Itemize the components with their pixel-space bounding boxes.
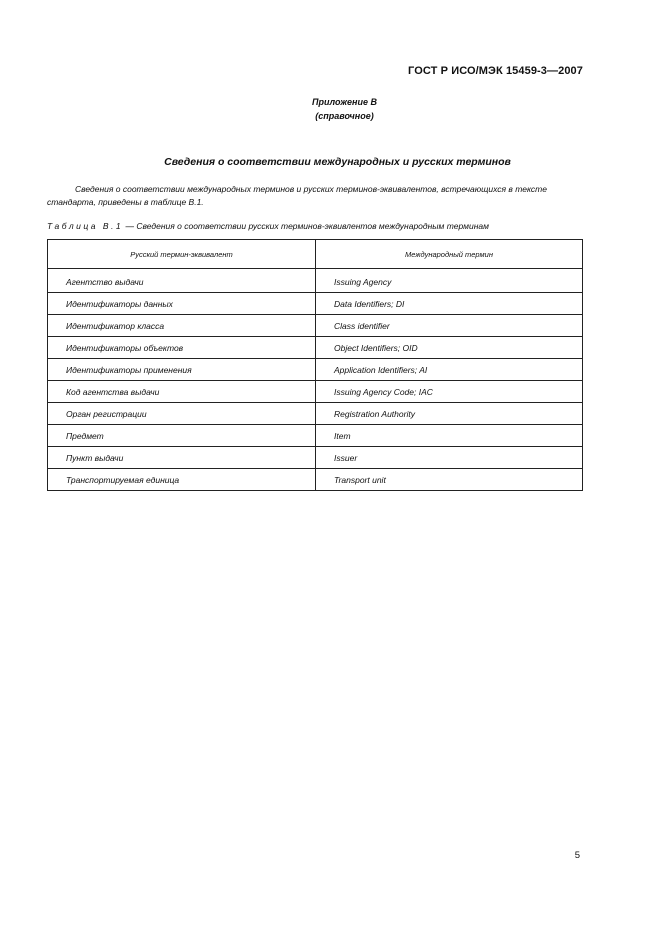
international-term: Issuer <box>316 447 583 469</box>
table-row <box>48 447 583 469</box>
russian-term: Транспортируемая единица <box>48 469 316 491</box>
table-row <box>48 315 583 337</box>
international-term: Transport unit <box>316 469 583 491</box>
russian-term: Идентификаторы объектов <box>48 337 316 359</box>
table-row <box>48 403 583 425</box>
russian-term: Код агентства выдачи <box>48 381 316 403</box>
table-row <box>48 293 583 315</box>
table-row <box>48 425 583 447</box>
terms-table <box>47 239 583 491</box>
international-term: Application Identifiers; AI <box>316 359 583 381</box>
international-term: Data Identifiers; DI <box>316 293 583 315</box>
table-caption-label: Таблица В.1 <box>47 221 124 231</box>
table-row <box>48 381 583 403</box>
international-term: Registration Authority <box>316 403 583 425</box>
table-caption <box>47 221 587 231</box>
section-title: Сведения о соответствии международных и русских терминов <box>164 156 511 168</box>
table-header-row <box>48 240 583 269</box>
intro-paragraph: Сведения о соответствии международных терминов и русских терминов-эквивалентов, встречающихся в тексте стандарта, приведены в таблице В.1. <box>47 184 547 207</box>
standard-code: ГОСТ Р ИСО/МЭК 15459-3—2007 <box>408 65 583 77</box>
russian-term: Идентификаторы применения <box>48 359 316 381</box>
russian-term: Пункт выдачи <box>48 447 316 469</box>
table-caption-text: — Сведения о соответствии русских терминов-эквивлентов международным терминам <box>123 221 489 231</box>
international-term: Issuing Agency <box>316 269 583 293</box>
appendix-heading <box>0 95 661 123</box>
table-row <box>48 359 583 381</box>
russian-term: Орган регистрации <box>48 403 316 425</box>
russian-term: Предмет <box>48 425 316 447</box>
table-row <box>48 269 583 293</box>
column-header-russian: Русский термин-эквивалент <box>48 240 316 269</box>
international-term: Item <box>316 425 583 447</box>
table-row <box>48 469 583 491</box>
column-header-international: Международный термин <box>316 240 583 269</box>
russian-term: Агентство выдачи <box>48 269 316 293</box>
russian-term: Идентификатор класса <box>48 315 316 337</box>
international-term: Issuing Agency Code; IAC <box>316 381 583 403</box>
international-term: Object Identifiers; OID <box>316 337 583 359</box>
appendix-subtitle: (справочное) <box>315 111 374 121</box>
appendix-title: Приложение В <box>312 97 377 107</box>
international-term: Class identifier <box>316 315 583 337</box>
russian-term: Идентификаторы данных <box>48 293 316 315</box>
table-row <box>48 337 583 359</box>
page-number: 5 <box>574 850 580 861</box>
